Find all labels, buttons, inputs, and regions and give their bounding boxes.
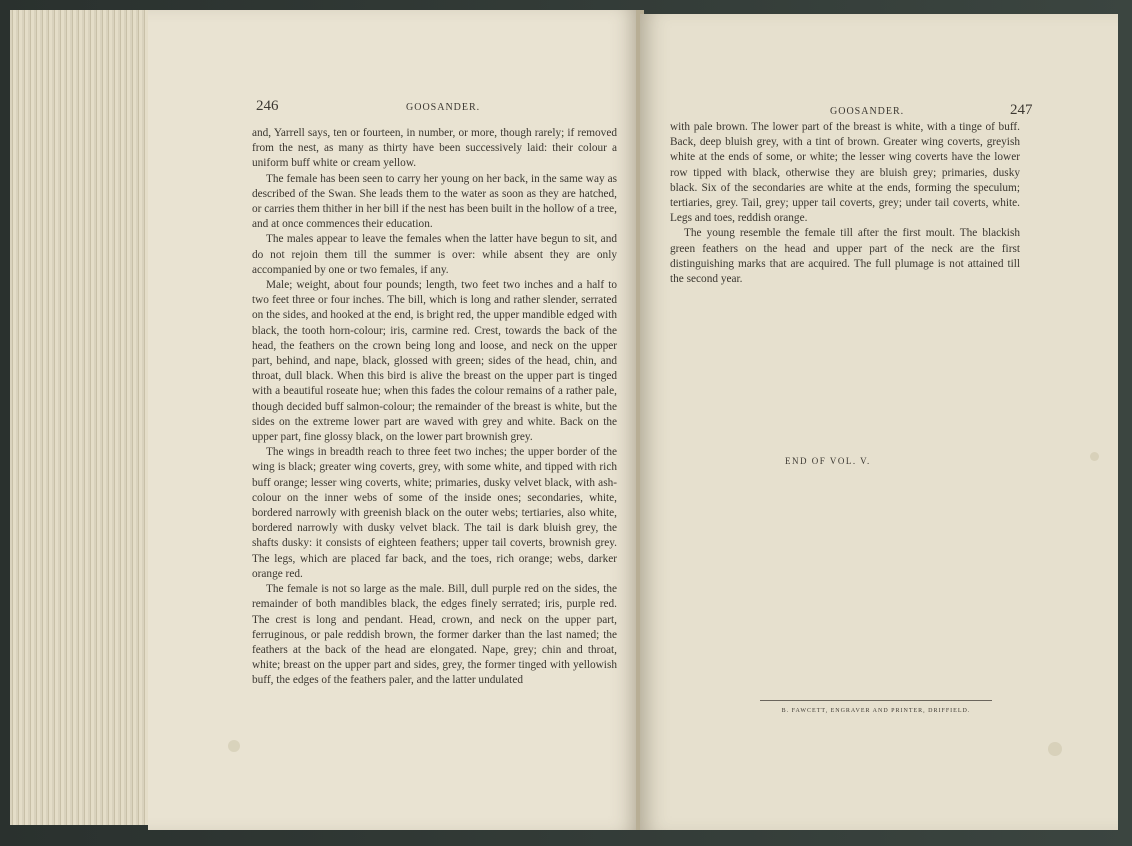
left-running-head: GOOSANDER. xyxy=(406,102,481,113)
printer-imprint: B. FAWCETT, ENGRAVER AND PRINTER, DRIFFIELD. xyxy=(781,708,971,714)
foxing-spot xyxy=(1090,452,1099,461)
paragraph: Male; weight, about four pounds; length, two feet two inches and a half to two feet three or four inches. The bill, which is long and rather slender, serrated on the sides, and hooked at the end, is bright red, the upper mandible edged with black, the tooth horn-colour; iris, carmine red. Crest, towards the back of the head, the feathers on the crown being long and loose, and neck on the upper part, behind, and nape, black, glossed with green; sides of the head, chin, and throat, dull black. When this bird is alive the breast on the upper part is tinged with a beautiful roseate hue; when this fades the colour remains of a rather pale, though decided buff salmon-colour; the remainder of the breast is white, but the sides on the extreme lower part are waved with grey and white. Back on the upper part, fine glossy black, on the lower part brownish grey. xyxy=(252,279,617,444)
page-edges xyxy=(10,10,161,825)
paragraph: The wings in breadth reach to three feet two inches; the upper border of the wing is black; greater wing coverts, grey, with some white, and tipped with rich buff orange; lesser wing coverts, white; primaries, dusky velvet black, with ash-colour on the inner webs of some of the inside ones; secondaries, white, bordered narrowly with greenish black on the outer webs; tertiaries, also white, bordered narrowly with dusky velvet black. The tail is dark bluish grey, the shafts dusky: it consists of eighteen feathers; upper tail coverts, brownish grey. The legs, which are placed far back, and the toes, rich orange; webs, darker orange red. xyxy=(252,446,617,580)
left-page-number: 246 xyxy=(256,98,279,114)
end-of-volume-note: END OF VOL. V. xyxy=(785,456,871,466)
right-running-head: GOOSANDER. xyxy=(830,106,905,117)
foxing-spot xyxy=(1048,742,1062,756)
paragraph: The males appear to leave the females when the latter have begun to sit, and do not rejoin them till the summer is over: while absent they are only accompanied by one or two females, if any. xyxy=(252,233,617,276)
paragraph: with pale brown. The lower part of the breast is white, with a tinge of buff. Back, deep bluish grey, with a tint of brown. Greater wing coverts, greyish white at the ends of some, or white; the lesser wing coverts have the lower row tipped with black, otherwise they are bluish grey; primaries, dusky black. Six of the secondaries are white at the ends, forming the speculum; tertiaries, grey. Tail, grey; upper tail coverts, grey; under tail coverts, white. Legs and toes, reddish orange. xyxy=(670,121,1020,225)
foxing-spot xyxy=(228,740,240,752)
paragraph: The female has been seen to carry her young on her back, in the same way as described of the Swan. She leads them to the water as soon as they are hatched, or carries them thither in her bill if the nest has been built in the hollow of a tree, and at once commences their education. xyxy=(252,172,617,231)
right-page-text xyxy=(670,120,1020,287)
paragraph: and, Yarrell says, ten or fourteen, in number, or more, though rarely; if removed from the nest, as many as thirty have been successively laid: their colour a uniform buff white or cream yellow. xyxy=(252,127,617,170)
left-page xyxy=(148,10,640,830)
right-page-number: 247 xyxy=(1010,102,1033,118)
paragraph: The young resemble the female till after the first moult. The blackish green feathers on the head and upper part of the neck are the first distinguishing marks that are acquired. The full plumage is not attained till the second year. xyxy=(670,227,1020,286)
imprint-rule xyxy=(760,700,992,701)
paragraph: The female is not so large as the male. Bill, dull purple red on the sides, the remainder of both mandibles black, the edges finely serrated; iris, purple red. The crest is long and pendant. Head, crown, and neck on the upper part, ferruginous, or pale reddish brown, the former darker than the last named; the feathers at the back of the head are elongated. Nape, grey; chin and throat, white; breast on the upper part and sides, grey, the former tinged with yellowish buff, the edges of the feathers paler, and the latter undulated xyxy=(252,583,617,687)
left-page-text xyxy=(252,126,617,689)
